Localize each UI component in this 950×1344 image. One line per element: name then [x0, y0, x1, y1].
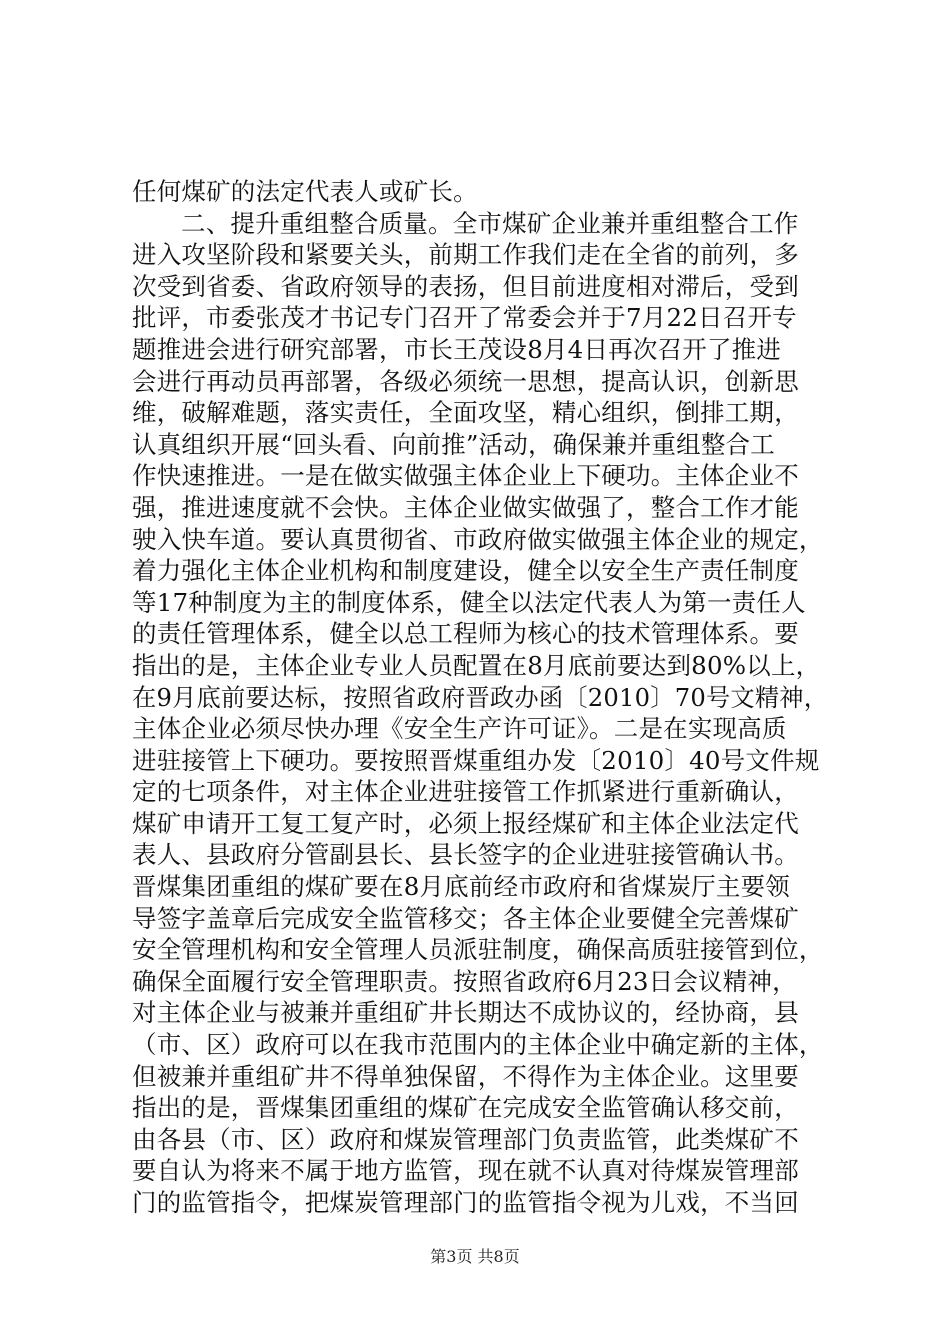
text-line: 门的监管指令，把煤炭管理部门的监管指令视为儿戏，不当回 — [132, 1188, 799, 1217]
text-line: 煤矿申请开工复工复产时，必须上报经煤矿和主体企业法定代 — [132, 808, 799, 838]
text-line: 批评，市委张茂才书记专门召开了常委会并于7月22日召开专 — [132, 303, 797, 333]
text-line: 确保全面履行安全管理职责。按照省政府6月23日会议精神， — [132, 966, 797, 996]
text-line: 导签字盖章后完成安全监管移交；各主体企业要健全完善煤矿 — [132, 903, 799, 933]
text-line: 驶入快车道。要认真贯彻省、市政府做实做强主体企业的规定， — [132, 524, 824, 554]
text-line: 次受到省委、省政府领导的表扬，但目前进度相对滞后，受到 — [132, 271, 799, 301]
text-line: 维，破解难题，落实责任，全面攻坚，精心组织，倒排工期， — [132, 398, 799, 428]
text-line: 进驻接管上下硬功。要按照晋煤重组办发〔2010〕40号文件规 — [132, 745, 820, 775]
text-line: 主体企业必须尽快办理《安全生产许可证》。二是在实现高质 — [132, 714, 787, 744]
text-line: 表人、县政府分管副县长、县长签字的企业进驻接管确认书。 — [132, 840, 799, 870]
page-footer: 第3页 共8页 — [430, 1247, 520, 1266]
text-line: 但被兼并重组矿井不得单独保留，不得作为主体企业。这里要 — [132, 1061, 799, 1091]
text-line: 指出的是，晋煤集团重组的煤矿在完成安全监管确认移交前， — [132, 1093, 799, 1123]
text-line: 对主体企业与被兼并重组矿井长期达不成协议的，经协商，县 — [132, 998, 799, 1028]
text-line: 的责任管理体系，健全以总工程师为核心的技术管理体系。要 — [132, 619, 799, 649]
text-line: 要自认为将来不属于地方监管，现在就不认真对待煤炭管理部 — [132, 1156, 799, 1186]
text-line: 定的七项条件，对主体企业进驻接管工作抓紧进行重新确认， — [132, 777, 799, 807]
text-line: 认真组织开展“回头看、向前推”活动，确保兼并重组整合工 — [132, 429, 775, 459]
text-line: 进入攻坚阶段和紧要关头，前期工作我们走在全省的前列，多 — [132, 240, 799, 270]
text-line: 会进行再动员再部署，各级必须统一思想，提高认识，创新思 — [132, 366, 799, 396]
text-line: 任何煤矿的法定代表人或矿长。 — [132, 177, 478, 206]
text-line: 二、提升重组整合质量。全市煤矿企业兼并重组整合工作 — [181, 208, 799, 238]
text-line: 安全管理机构和安全管理人员派驻制度，确保高质驻接管到位， — [132, 935, 824, 965]
text-line: 题推进会进行研究部署，市长王茂设8月4日再次召开了推进 — [132, 334, 782, 364]
text-line: 在9月底前要达标，按照省政府晋政办函〔2010〕70号文精神， — [132, 682, 829, 712]
text-line: 强，推进速度就不会快。主体企业做实做强了，整合工作才能 — [132, 492, 799, 522]
text-line: （市、区）政府可以在我市范围内的主体企业中确定新的主体， — [132, 1030, 824, 1060]
text-line: 指出的是，主体企业专业人员配置在8月底前要达到80%以上， — [132, 650, 821, 680]
text-line: 作快速推进。一是在做实做强主体企业上下硬功。主体企业不 — [132, 461, 799, 491]
text-line: 等17种制度为主的制度体系，健全以法定代表人为第一责任人 — [132, 587, 806, 617]
text-line: 由各县（市、区）政府和煤炭管理部门负责监管，此类煤矿不 — [132, 1124, 799, 1154]
text-line: 着力强化主体企业机构和制度建设，健全以安全生产责任制度 — [132, 556, 799, 586]
text-line: 晋煤集团重组的煤矿要在8月底前经市政府和省煤炭厅主要领 — [132, 872, 790, 902]
body-text — [132, 176, 832, 1219]
